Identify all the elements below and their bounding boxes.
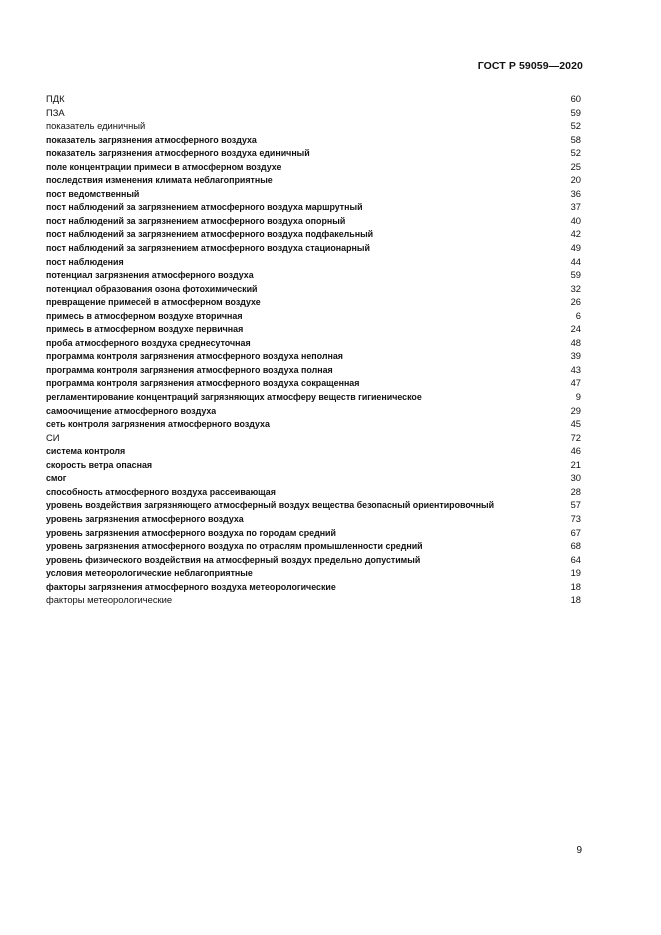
index-page-ref: 36: [570, 187, 581, 199]
index-entry: [46, 431, 581, 445]
index-term: система контроля: [46, 446, 126, 457]
index-term: сеть контроля загрязнения атмосферного воздуха: [46, 419, 270, 430]
index-page-ref: 52: [570, 147, 581, 159]
index-entry: [46, 349, 581, 363]
index-page-ref: 45: [570, 418, 581, 430]
index-entry: [46, 390, 581, 404]
index-term: потенциал образования озона фотохимический: [46, 283, 258, 294]
index-entry: [46, 404, 581, 418]
index-entry: [46, 336, 581, 350]
index-entry: [46, 566, 581, 580]
index-term: самоочищение атмосферного воздуха: [46, 405, 217, 416]
index-entry: [46, 160, 581, 174]
index-page-ref: 37: [570, 201, 581, 213]
index-entry: [46, 255, 581, 269]
index-entry: [46, 282, 581, 296]
index-term: примесь в атмосферном воздухе первичная: [46, 324, 244, 335]
index-page-ref: 59: [570, 106, 581, 118]
index-term: уровень физического воздействия на атмосферный воздух предельно допустимый: [46, 554, 421, 565]
index-entry: [46, 498, 581, 512]
index-entry: [46, 268, 581, 282]
index-term: ПДК: [46, 93, 65, 104]
index-entry: [46, 295, 581, 309]
index-term: проба атмосферного воздуха среднесуточная: [46, 337, 251, 348]
index-page-ref: 25: [570, 160, 581, 172]
index-entry: [46, 92, 581, 106]
index-term: показатель единичный: [46, 120, 146, 132]
index-page-ref: 64: [570, 553, 581, 565]
index-entry: [46, 173, 581, 187]
index-entry: [46, 214, 581, 228]
index-term: уровень загрязнения атмосферного воздуха по отраслям промышленности средний: [46, 541, 423, 552]
index-entry: [46, 593, 581, 607]
index-entry: [46, 146, 581, 160]
index-term: смог: [46, 473, 67, 484]
index-entry: [46, 553, 581, 567]
index-page-ref: 58: [570, 133, 581, 145]
index-page-ref: 21: [570, 458, 581, 470]
index-entry: [46, 119, 581, 133]
index-term: уровень загрязнения атмосферного воздуха: [46, 513, 244, 524]
index-term: факторы метеорологические: [46, 594, 173, 606]
index-page-ref: 49: [570, 242, 581, 254]
index-page-ref: 32: [570, 282, 581, 294]
index-term: пост наблюдений за загрязнением атмосферного воздуха подфакельный: [46, 229, 374, 240]
index-term: поле концентрации примеси в атмосферном воздухе: [46, 161, 282, 172]
index-page-ref: 47: [570, 377, 581, 389]
index-page-ref: 72: [570, 431, 581, 443]
index-term: превращение примесей в атмосферном воздухе: [46, 297, 261, 308]
index-page-ref: 18: [570, 594, 581, 606]
index-page-ref: 44: [570, 255, 581, 267]
index-page-ref: 28: [570, 485, 581, 497]
index-page-ref: 60: [570, 93, 581, 104]
index-page-ref: 19: [570, 567, 581, 579]
index-page-ref: 29: [570, 404, 581, 416]
index-page-ref: 39: [570, 350, 581, 362]
index-entry: [46, 526, 581, 540]
index-term: СИ: [46, 431, 60, 443]
index-term: способность атмосферного воздуха рассеивающая: [46, 486, 276, 497]
alphabetical-index: [46, 92, 581, 607]
index-term: пост наблюдений за загрязнением атмосферного воздуха маршрутный: [46, 202, 363, 213]
index-entry: [46, 458, 581, 472]
index-page-ref: 42: [570, 228, 581, 240]
index-page-ref: 73: [570, 512, 581, 524]
index-term: скорость ветра опасная: [46, 459, 153, 470]
page-number: 9: [576, 845, 582, 856]
index-term: программа контроля загрязнения атмосферного воздуха неполная: [46, 351, 343, 362]
index-term: показатель загрязнения атмосферного воздуха единичный: [46, 148, 310, 159]
index-term: примесь в атмосферном воздухе вторичная: [46, 310, 243, 321]
index-page-ref: 46: [570, 445, 581, 457]
index-page-ref: 20: [570, 174, 581, 186]
standard-designation: ГОСТ Р 59059—2020: [477, 60, 583, 72]
index-term: программа контроля загрязнения атмосферного воздуха полная: [46, 364, 333, 375]
index-page-ref: 30: [570, 472, 581, 484]
index-term: показатель загрязнения атмосферного воздуха: [46, 134, 257, 145]
index-entry: [46, 200, 581, 214]
index-term: регламентирование концентраций загрязняющих атмосферу веществ гигиеническое: [46, 392, 422, 403]
index-entry: [46, 444, 581, 458]
index-term: уровень воздействия загрязняющего атмосферный воздух вещества безопасный ориентировочный: [46, 500, 495, 511]
index-entry: [46, 376, 581, 390]
index-entry: [46, 106, 581, 120]
index-term: ПЗА: [46, 106, 65, 118]
index-entry: [46, 580, 581, 594]
index-entry: [46, 471, 581, 485]
index-entry: [46, 309, 581, 323]
index-term: потенциал загрязнения атмосферного воздуха: [46, 270, 254, 281]
index-entry: [46, 133, 581, 147]
index-term: условия метеорологические неблагоприятные: [46, 568, 253, 579]
index-entry: [46, 241, 581, 255]
index-entry: [46, 417, 581, 431]
index-page-ref: 68: [570, 540, 581, 552]
index-entry: [46, 187, 581, 201]
index-page-ref: 26: [570, 296, 581, 308]
index-term: последствия изменения климата неблагоприятные: [46, 175, 273, 186]
index-term: пост ведомственный: [46, 188, 140, 199]
index-term: факторы загрязнения атмосферного воздуха метеорологические: [46, 581, 336, 592]
index-page-ref: 57: [570, 499, 581, 511]
index-page-ref: 18: [570, 580, 581, 592]
index-page-ref: 52: [570, 120, 581, 132]
index-entry: [46, 322, 581, 336]
index-page-ref: 40: [570, 214, 581, 226]
index-page-ref: 43: [570, 363, 581, 375]
index-term: уровень загрязнения атмосферного воздуха по городам средний: [46, 527, 336, 538]
index-page-ref: 67: [570, 526, 581, 538]
index-page-ref: 9: [575, 391, 581, 403]
index-entry: [46, 227, 581, 241]
index-term: пост наблюдения: [46, 256, 124, 267]
index-term: программа контроля загрязнения атмосферного воздуха сокращенная: [46, 378, 360, 389]
index-entry: [46, 485, 581, 499]
index-entry: [46, 512, 581, 526]
index-page-ref: 48: [570, 336, 581, 348]
index-term: пост наблюдений за загрязнением атмосферного воздуха стационарный: [46, 243, 370, 254]
index-entry: [46, 363, 581, 377]
index-page-ref: 6: [575, 309, 581, 321]
index-entry: [46, 539, 581, 553]
index-page-ref: 24: [570, 323, 581, 335]
index-term: пост наблюдений за загрязнением атмосферного воздуха опорный: [46, 215, 346, 226]
index-page-ref: 59: [570, 269, 581, 281]
